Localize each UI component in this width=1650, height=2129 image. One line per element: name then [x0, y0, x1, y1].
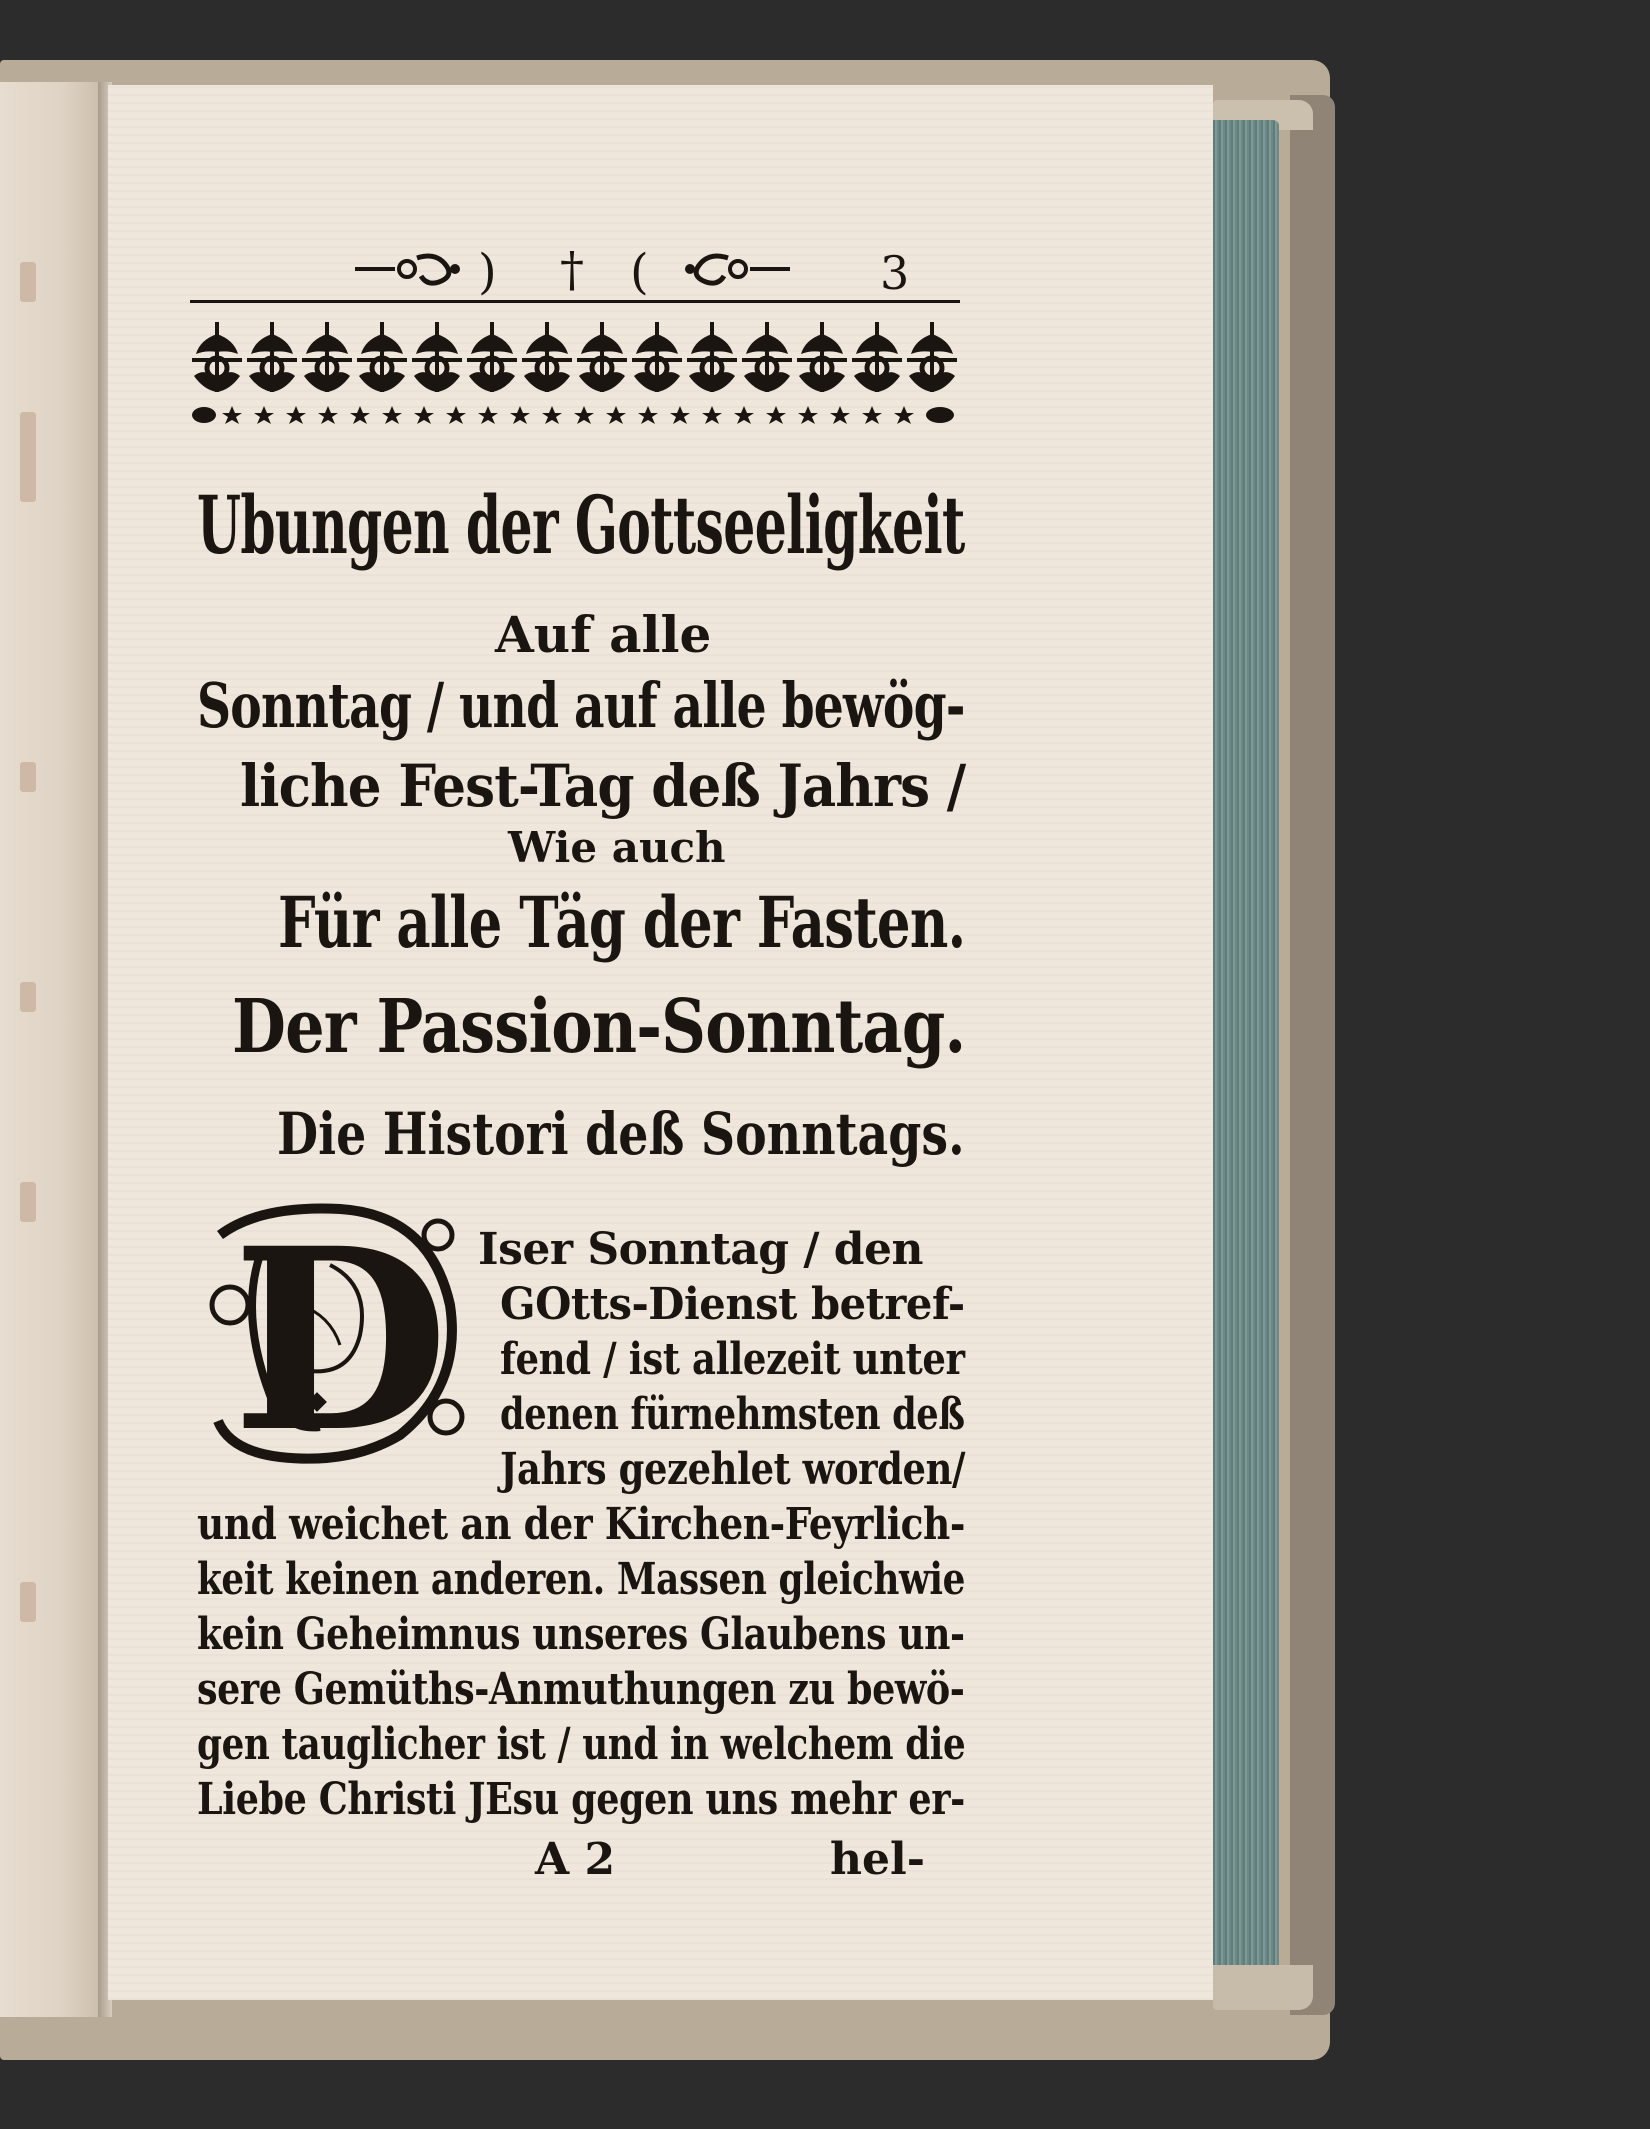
cover-edge — [1290, 95, 1335, 2015]
dropcap-letter: D — [232, 1193, 449, 1487]
body-line: und weichet an der Kirchen-Feyrlich- — [197, 1499, 965, 1550]
header-ornament-left — [355, 252, 465, 286]
body-line: fend / ist allezeit unter — [500, 1334, 965, 1385]
left-page — [0, 82, 104, 2017]
title-line-5: Wie auch — [508, 823, 726, 872]
title-line-2: Auf alle — [495, 605, 712, 664]
body-line: Liebe Christi JEsu gegen uns mehr er- — [197, 1774, 965, 1825]
bleed-through-mark — [20, 262, 36, 302]
body-line: kein Geheimnus unseres Glaubens un- — [197, 1609, 965, 1660]
title-line-6: Für alle Täg der Fasten. — [278, 881, 966, 964]
bleed-through-mark — [20, 412, 36, 502]
title-main: Ubungen der Gottseeligkeit — [197, 478, 965, 572]
body-line: denen fürnehmsten deß — [500, 1389, 965, 1440]
section-heading: Der Passion-Sonntag. — [232, 984, 966, 1070]
page-number: 3 — [880, 246, 910, 300]
header-rule — [190, 300, 960, 303]
body-line: GOtts-Dienst betref- — [500, 1279, 965, 1330]
title-line-3: Sonntag / und auf alle bewög- — [197, 669, 965, 742]
section-subheading: Die Histori deß Sonntags. — [277, 1100, 965, 1168]
body-line: Jahrs gezehlet worden/ — [500, 1444, 966, 1495]
bleed-through-mark — [20, 982, 36, 1012]
page-block-edges — [1213, 120, 1279, 1980]
body-line: sere Gemüths-Anmuthungen zu bewö- — [197, 1664, 965, 1715]
page-block-bottom — [1213, 1965, 1313, 2010]
signature-mark: A 2 — [535, 1834, 616, 1885]
bleed-through-mark — [20, 1582, 36, 1622]
catchword: hel- — [830, 1834, 925, 1885]
header-ornament-right — [680, 252, 790, 286]
header-cross: † — [560, 242, 584, 298]
bleed-through-mark — [20, 1182, 36, 1222]
header-paren-right: ( — [630, 244, 649, 300]
bleed-through-mark — [20, 762, 36, 792]
body-line: Iser Sonntag / den — [478, 1224, 924, 1275]
title-line-4: liche Fest-Tag deß Jahrs / — [240, 752, 966, 820]
ornament-band — [190, 320, 960, 435]
body-line: gen tauglicher ist / und in welchem die — [197, 1719, 966, 1770]
header-paren-left: ) — [478, 244, 497, 300]
body-line: keit keinen anderen. Massen gleichwie — [197, 1554, 966, 1605]
